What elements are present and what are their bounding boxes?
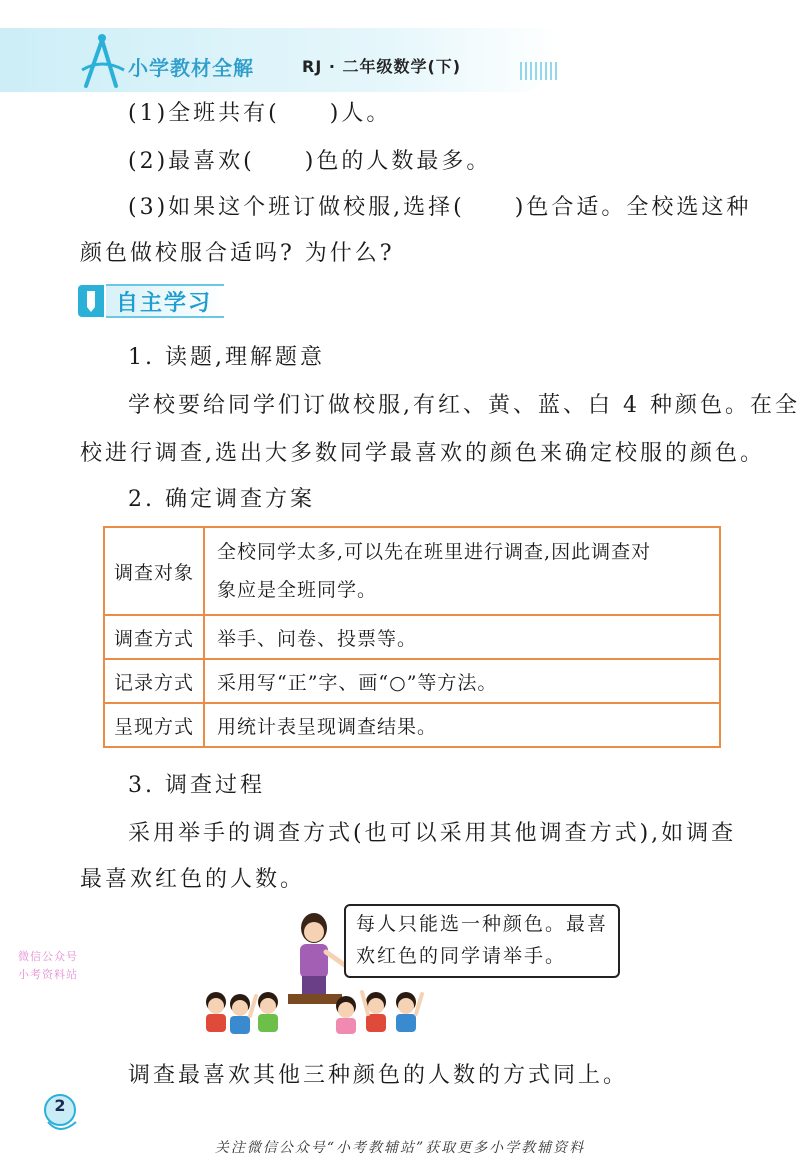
table-row-content: 用统计表呈现调查结果。	[204, 703, 720, 747]
speech-bubble-line: 每人只能选一种颜色。最喜	[356, 913, 609, 935]
step-1-paragraph-line-2: 校进行调查,选出大多数同学最喜欢的颜色来确定校服的颜色。	[80, 441, 765, 466]
table-row	[104, 615, 720, 659]
table-cell-line: 全校同学太多,可以先在班里进行调查,因此调查对	[217, 541, 652, 563]
compass-icon	[72, 30, 132, 90]
table-row-content	[204, 527, 720, 615]
watermark-line: 微信公众号	[18, 950, 78, 963]
table-row	[104, 659, 720, 703]
step-1-title: 1. 读题,理解题意	[128, 345, 325, 370]
question-3-line-2: 颜色做校服合适吗? 为什么?	[80, 241, 395, 266]
step-3-closing: 调查最喜欢其他三种颜色的人数的方式同上。	[128, 1063, 629, 1088]
section-heading	[78, 282, 224, 320]
survey-plan-table	[103, 526, 721, 748]
step-3-title: 3. 调查过程	[128, 773, 265, 798]
table-row-header: 记录方式	[104, 659, 204, 703]
section-heading-label: 自主学习	[106, 284, 224, 318]
watermark-line: 小考资料站	[18, 968, 78, 981]
step-3-paragraph-line-2: 最喜欢红色的人数。	[80, 867, 306, 892]
book-subject: RJ · 二年级数学(下)	[302, 57, 462, 76]
watermark	[18, 948, 78, 984]
step-1-paragraph-line-1: 学校要给同学们订做校服,有红、黄、蓝、白 4 种颜色。在全	[128, 393, 800, 418]
table-row-content: 举手、问卷、投票等。	[204, 615, 720, 659]
table-row	[104, 703, 720, 747]
step-2-title: 2. 确定调查方案	[128, 487, 315, 512]
table-row-header: 呈现方式	[104, 703, 204, 747]
step-3-paragraph-line-1: 采用举手的调查方式(也可以采用其他调查方式),如调查	[128, 821, 737, 846]
question-2: (2)最喜欢( )色的人数最多。	[128, 149, 492, 174]
speech-bubble	[344, 904, 620, 978]
table-cell-line: 象应是全班同学。	[217, 579, 378, 601]
speech-bubble-line: 欢红色的同学请举手。	[356, 945, 567, 967]
header-stripes	[520, 62, 560, 80]
table-row-header: 调查对象	[104, 527, 204, 615]
table-row-content: 采用写“正”字、画“○”等方法。	[204, 659, 720, 703]
question-1: (1)全班共有( )人。	[128, 101, 392, 126]
question-3-line-1: (3)如果这个班订做校服,选择( )色合适。全校选这种	[128, 195, 752, 220]
footer-note: 关注微信公众号“小考教辅站”获取更多小学教辅资料	[214, 1140, 586, 1156]
pencil-icon	[78, 285, 104, 317]
book-title: 小学教材全解	[128, 56, 254, 80]
table-row-header: 调查方式	[104, 615, 204, 659]
page-number: 2	[54, 1096, 66, 1115]
table-row	[104, 527, 720, 615]
